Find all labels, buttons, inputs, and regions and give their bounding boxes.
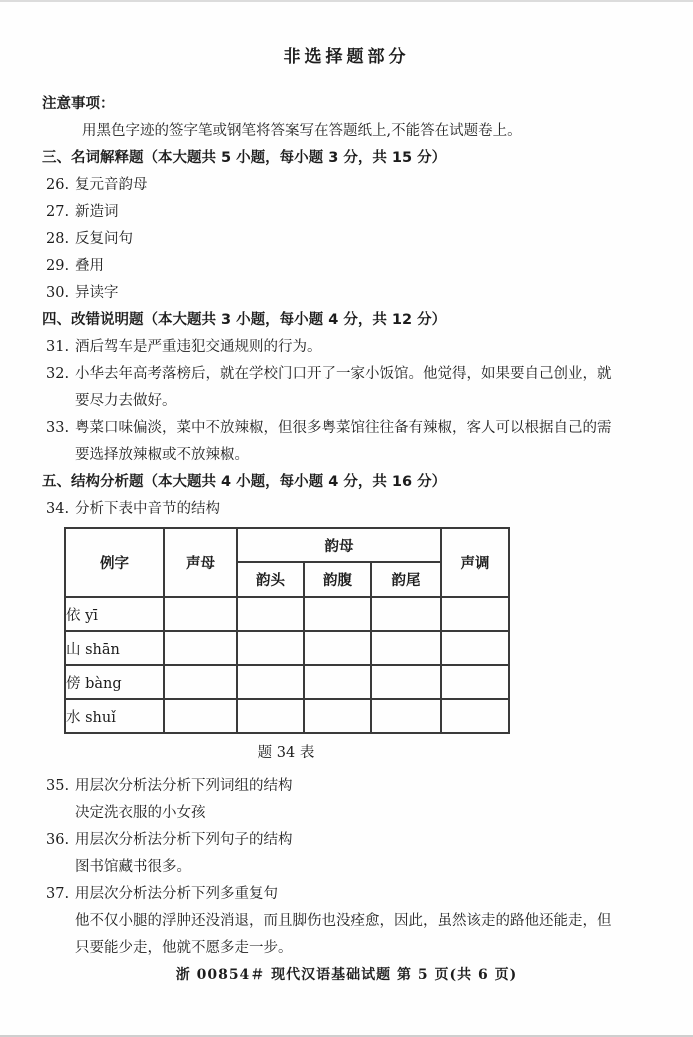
question-text-line: 用层次分析法分析下列词组的结构 [75,778,293,794]
question-text [75,827,651,881]
example-cell: 傍 bàng [65,665,164,699]
answer-cell [164,597,237,631]
answer-cell [164,665,237,699]
answer-cell [441,631,509,665]
question-text-line: 图书馆藏书很多。 [75,859,191,875]
question-text-line: 他不仅小腿的浮肿还没消退，而且脚伤也没痊愈，因此，虽然该走的路他还能走，但 [75,913,612,929]
question-item-28 [42,226,651,253]
question-text-line: 小华去年高考落榜后，就在学校门口开了一家小饭馆。他觉得，如果要自己创业，就 [75,366,612,382]
answer-cell [371,665,441,699]
question-item-35 [42,773,651,827]
answer-cell [304,699,371,733]
question-number: 31. [46,339,70,355]
question-text: 酒后驾车是严重违犯交通规则的行为。 [75,339,322,355]
answer-cell [164,631,237,665]
table-header-row-1 [65,528,509,562]
answer-cell [371,597,441,631]
question-number: 33. [46,420,70,436]
question-number: 34. [46,501,70,517]
col-header-final-main: 韵腹 [304,562,371,597]
question-number: 30. [46,285,70,301]
col-header-final-group: 韵母 [237,528,441,562]
question-number: 29. [46,258,70,274]
answer-cell [441,699,509,733]
answer-cell [304,665,371,699]
col-header-example: 例字 [65,528,164,597]
col-header-tone: 声调 [441,528,509,597]
answer-cell [441,665,509,699]
section-heading-5: 五、结构分析题（本大题共 4 小题，每小题 4 分，共 16 分） [42,474,447,490]
answer-cell [441,597,509,631]
question-number: 26. [46,177,70,193]
section-heading-3: 三、名词解释题（本大题共 5 小题，每小题 3 分，共 15 分） [42,150,447,166]
question-number: 32. [46,366,70,382]
question-item-36 [42,827,651,881]
notice-text: 用黑色字迹的签字笔或钢笔将答案写在答题纸上,不能答在试题卷上。 [82,123,522,139]
answer-cell [371,631,441,665]
question-number: 27. [46,204,70,220]
page-footer: 浙 00854＃ 现代汉语基础试题 第 5 页(共 6 页) [175,967,518,983]
question-item-32 [42,361,651,415]
table-caption: 题 34 表 [257,745,315,761]
question-number: 36. [46,832,70,848]
syllable-structure-table [64,527,510,734]
question-text: 异读字 [75,285,119,301]
page-title: 非选择题部分 [283,47,410,67]
question-text-line: 要尽力去做好。 [75,393,177,409]
notice-label: 注意事项： [42,96,115,112]
question-item-26 [42,172,651,199]
question-text-line: 决定洗衣服的小女孩 [75,805,206,821]
question-text: 复元音韵母 [75,177,148,193]
answer-cell [304,597,371,631]
question-text [75,881,651,962]
question-text [75,773,651,827]
question-item-27 [42,199,651,226]
question-text-line: 要选择放辣椒或不放辣椒。 [75,447,249,463]
question-text: 叠用 [75,258,104,274]
answer-cell [164,699,237,733]
answer-cell [304,631,371,665]
question-item-31 [42,334,651,361]
answer-cell [237,631,304,665]
table-row [65,631,509,665]
example-cell: 水 shuǐ [65,699,164,733]
table-row [65,597,509,631]
question-item-29 [42,253,651,280]
question-number: 37. [46,886,70,902]
table-row [65,665,509,699]
question-text [75,361,651,415]
answer-cell [371,699,441,733]
question-item-33 [42,415,651,469]
question-number: 35. [46,778,70,794]
question-item-30 [42,280,651,307]
question-text-line: 用层次分析法分析下列句子的结构 [75,832,293,848]
section-heading-4: 四、改错说明题（本大题共 3 小题，每小题 4 分，共 12 分） [42,312,447,328]
table-row [65,699,509,733]
answer-cell [237,597,304,631]
col-header-final-tail: 韵尾 [371,562,441,597]
col-header-final-head: 韵头 [237,562,304,597]
question-text [75,415,651,469]
syllable-structure-table-wrap [64,527,508,734]
example-cell: 山 shān [65,631,164,665]
answer-cell [237,699,304,733]
question-text: 分析下表中音节的结构 [75,501,220,517]
question-item-34 [42,496,651,523]
question-text-line: 只要能少走，他就不愿多走一步。 [75,940,293,956]
question-number: 28. [46,231,70,247]
question-text: 新造词 [75,204,119,220]
question-text: 反复问句 [75,231,133,247]
answer-cell [237,665,304,699]
page-content [0,2,693,962]
col-header-initial: 声母 [164,528,237,597]
question-text-line: 粤菜口味偏淡，菜中不放辣椒，但很多粤菜馆往往备有辣椒，客人可以根据自己的需 [75,420,612,436]
example-cell: 依 yī [65,597,164,631]
question-text-line: 用层次分析法分析下列多重复句 [75,886,278,902]
question-item-37 [42,881,651,962]
